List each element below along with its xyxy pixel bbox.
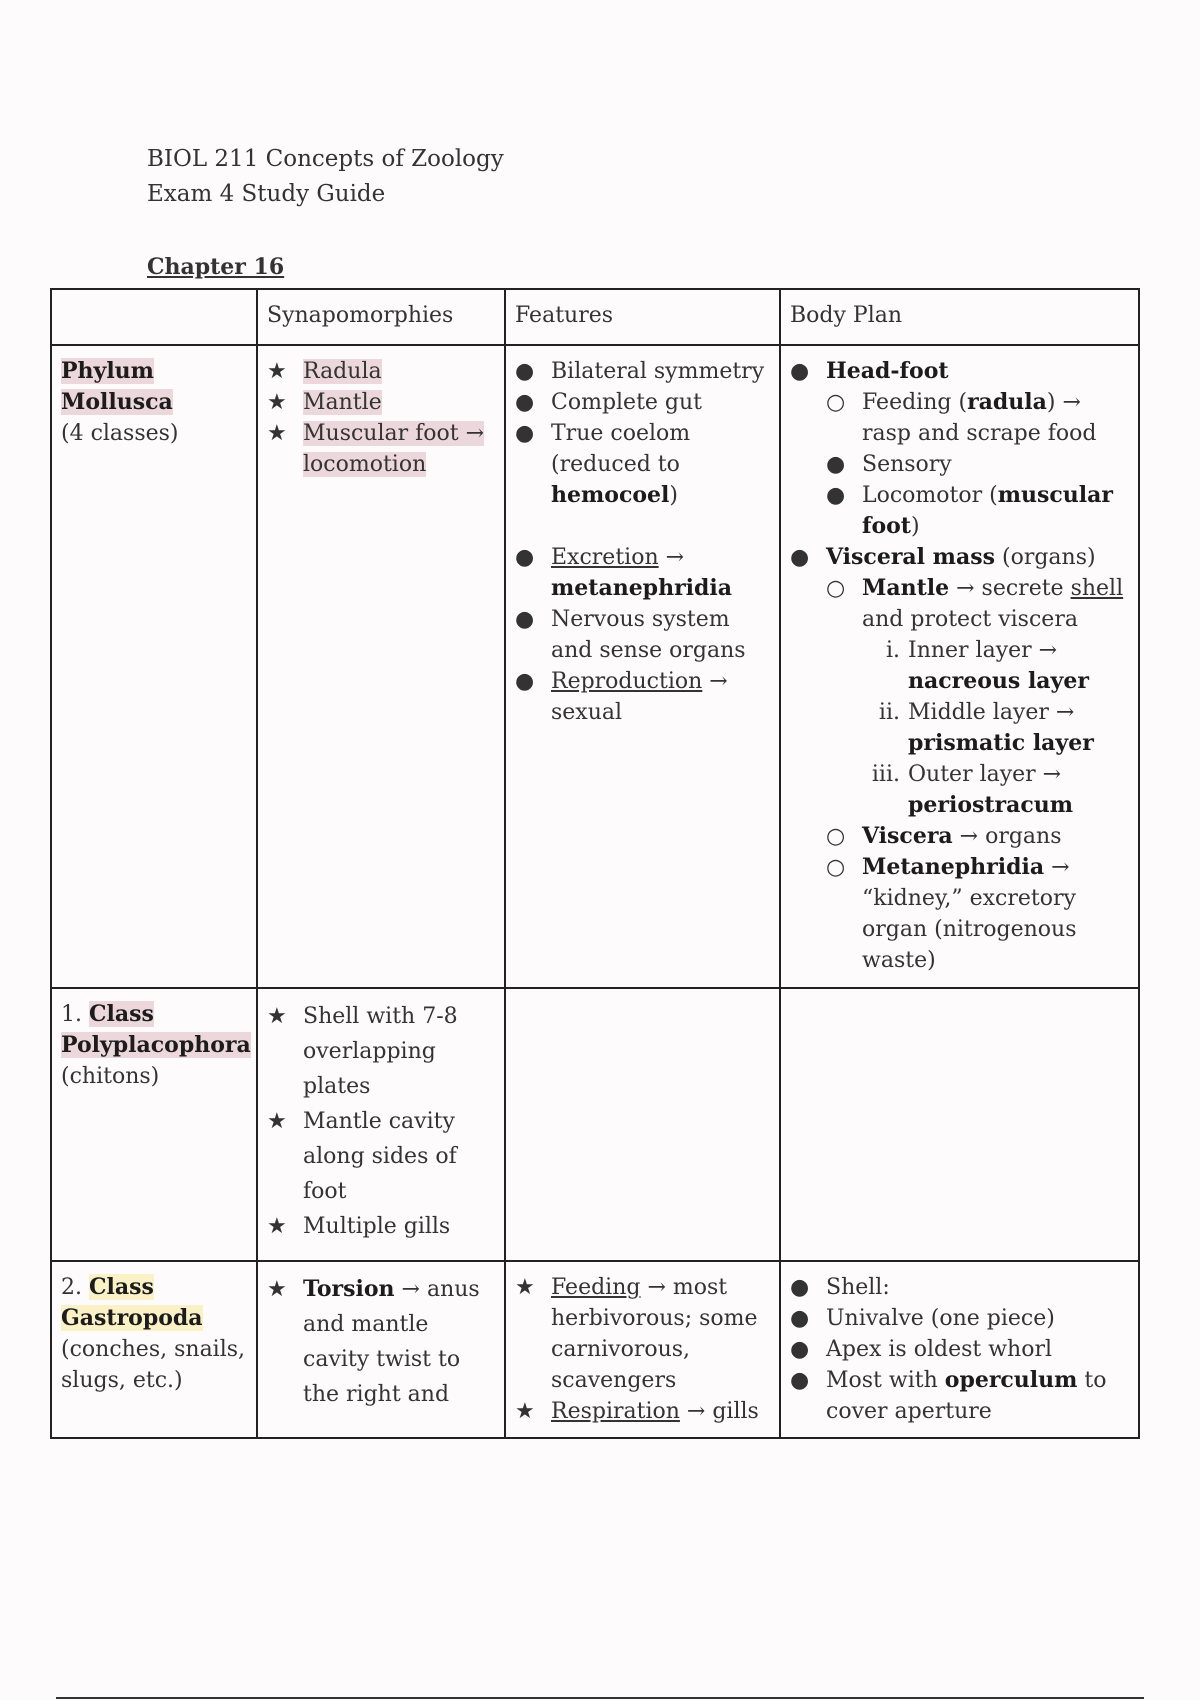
body-plan-cell xyxy=(780,988,1139,1261)
list-item: ★ Mantle xyxy=(267,387,496,418)
list-item: ● True coelom (reduced to hemocoel) xyxy=(515,418,771,511)
list-item: ○ Viscera → organs xyxy=(826,821,1130,852)
bullet-icon: ● xyxy=(826,452,846,477)
list-item: ● Univalve (one piece) xyxy=(790,1303,1130,1334)
bullet-icon: ● xyxy=(515,545,535,570)
hollow-bullet-icon: ○ xyxy=(826,576,846,601)
star-icon: ★ xyxy=(515,1399,535,1424)
table-row xyxy=(51,1261,1139,1438)
list-item: iii. Outer layer → periostracum xyxy=(871,762,1074,818)
course-title: BIOL 211 Concepts of Zoology xyxy=(147,146,504,172)
hollow-bullet-icon: ○ xyxy=(826,824,846,849)
star-icon: ★ xyxy=(515,1275,535,1300)
list-item: i. Inner layer → nacreous layer xyxy=(885,638,1089,694)
list-item: ○ Feeding (radula) → rasp and scrape food xyxy=(826,389,1097,446)
document-title: Exam 4 Study Guide xyxy=(147,181,386,207)
star-icon: ★ xyxy=(267,1004,287,1029)
bullet-icon: ● xyxy=(790,1337,810,1362)
list-item: ★ Mantle cavity along sides of foot xyxy=(267,1104,496,1209)
features-cell xyxy=(505,345,780,988)
taxon-name: Class xyxy=(88,1001,154,1027)
bottom-divider xyxy=(56,1697,1144,1699)
hollow-bullet-icon: ○ xyxy=(826,855,846,880)
list-item: ★ Shell with 7-8 overlapping plates xyxy=(267,999,496,1104)
star-icon: ★ xyxy=(267,359,287,384)
list-item: ● Reproduction → sexual xyxy=(515,666,771,728)
taxon-note: (chitons) xyxy=(61,1064,160,1089)
bullet-icon: ● xyxy=(790,359,810,384)
bullet-icon: ● xyxy=(515,359,535,384)
bullet-icon: ● xyxy=(790,1306,810,1331)
list-item: ★ Respiration → gills xyxy=(515,1396,771,1427)
hollow-bullet-icon: ○ xyxy=(826,390,846,415)
header-features: Features xyxy=(505,289,780,345)
list-item: ● Shell: xyxy=(790,1272,1130,1303)
synapomorphies-cell xyxy=(257,345,505,988)
taxon-name: Gastropoda xyxy=(61,1305,203,1331)
taxon-cell xyxy=(51,345,257,988)
list-item: ● Visceral mass (organs) ○ Mantle → secrete shell and protect viscera i. Inner layer → nacreous layer ii. Middle layer → prismatic layer iii. Outer layer → periostracum ○ Viscera → organs ○ Metanephridia → “kidney,” excretory organ (nitrogenous waste) xyxy=(790,542,1130,976)
body-plan-cell xyxy=(780,345,1139,988)
taxon-name: Phylum xyxy=(61,358,154,384)
star-icon: ★ xyxy=(267,1277,287,1302)
list-item: ● Excretion → metanephridia xyxy=(515,542,771,604)
bullet-icon: ● xyxy=(515,421,535,446)
study-table xyxy=(50,288,1140,1439)
synapomorphies-cell xyxy=(257,1261,505,1438)
table-row xyxy=(51,345,1139,988)
list-item: ★ Torsion → anus and mantle cavity twist to the right and xyxy=(267,1272,496,1412)
features-cell xyxy=(505,988,780,1261)
list-item: ○ Metanephridia → “kidney,” excretory organ (nitrogenous waste) xyxy=(826,854,1077,973)
star-icon: ★ xyxy=(267,421,287,446)
list-item: ★ Radula xyxy=(267,356,496,387)
bullet-icon: ● xyxy=(790,1275,810,1300)
list-item: ★ Feeding → most herbivorous; some carnivorous, scavengers xyxy=(515,1272,771,1396)
taxon-note: (conches, snails, slugs, etc.) xyxy=(61,1337,246,1393)
body-plan-cell xyxy=(780,1261,1139,1438)
bullet-icon: ● xyxy=(826,483,846,508)
bullet-icon: ● xyxy=(790,545,810,570)
star-icon: ★ xyxy=(267,1109,287,1134)
list-item: ● Locomotor (muscular foot) xyxy=(826,482,1113,539)
star-icon: ★ xyxy=(267,1214,287,1239)
bullet-icon: ● xyxy=(515,607,535,632)
table-row xyxy=(51,988,1139,1261)
list-item: ● Head-foot ○ Feeding (radula) → rasp and scrape food ● Sensory ● Locomotor (muscular foot) xyxy=(790,356,1130,542)
taxon-name: Mollusca xyxy=(61,389,173,415)
header-body-plan: Body Plan xyxy=(780,289,1139,345)
list-item: ★ Multiple gills xyxy=(267,1209,496,1244)
list-item: ★ Muscular foot → locomotion xyxy=(267,418,496,480)
list-item: ● Nervous system and sense organs xyxy=(515,604,771,666)
taxon-cell: 2. Class Gastropoda (conches, snails, slugs, etc.) xyxy=(51,1261,257,1438)
list-item: ● Most with operculum to cover aperture xyxy=(790,1367,1107,1424)
header-blank xyxy=(51,289,257,345)
list-item: ○ Mantle → secrete shell and protect viscera i. Inner layer → nacreous layer ii. Middle layer → prismatic layer iii. Outer layer → periostracum xyxy=(826,573,1130,821)
bullet-icon: ● xyxy=(790,1368,810,1393)
table-header-row xyxy=(51,289,1139,345)
bullet-icon: ● xyxy=(515,390,535,415)
features-cell xyxy=(505,1261,780,1438)
header-synapomorphies: Synapomorphies xyxy=(257,289,505,345)
list-item: ● Bilateral symmetry xyxy=(515,356,771,387)
document-header xyxy=(147,142,504,212)
synapomorphies-cell xyxy=(257,988,505,1261)
taxon-name: Polyplacophora xyxy=(61,1032,251,1058)
star-icon: ★ xyxy=(267,390,287,415)
list-item: ● Complete gut xyxy=(515,387,771,418)
taxon-name: Class xyxy=(88,1274,154,1300)
list-item: ii. Middle layer → prismatic layer xyxy=(878,700,1094,756)
list-item: ● Apex is oldest whorl xyxy=(790,1334,1130,1365)
taxon-cell: 1. Class Polyplacophora (chitons) xyxy=(51,988,257,1261)
chapter-heading: Chapter 16 xyxy=(147,254,285,280)
list-item: ● Sensory xyxy=(826,449,1130,480)
bullet-icon: ● xyxy=(515,669,535,694)
taxon-note: (4 classes) xyxy=(61,421,179,446)
